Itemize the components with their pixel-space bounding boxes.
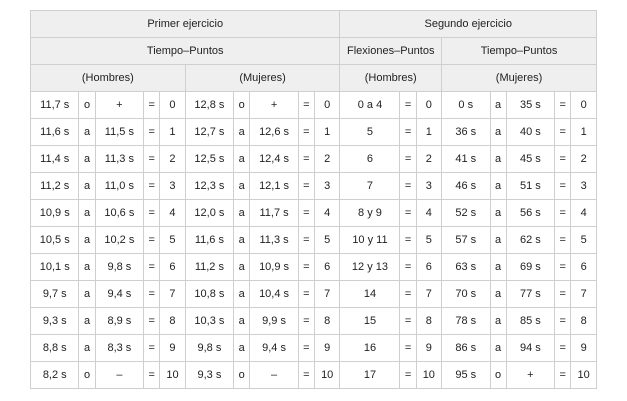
ej2-mujeres-value: 85 s — [506, 308, 554, 335]
ej1-mujeres-value: + — [250, 92, 298, 119]
ej1-mujeres-value: 10,8 s — [185, 281, 233, 308]
ej1-mujeres-points: 8 — [314, 308, 339, 335]
ej1-hombres-value: 10,9 s — [31, 200, 79, 227]
ej1-hombres-points: 7 — [160, 281, 185, 308]
ej2-mujeres-points: 1 — [571, 119, 597, 146]
ej1-hombres-equals: = — [144, 335, 160, 362]
header-mujeres-2: (Mujeres) — [442, 65, 597, 92]
ej1-mujeres-points: 9 — [314, 335, 339, 362]
ej1-hombres-points: 9 — [160, 335, 185, 362]
ej1-mujeres-points: 7 — [314, 281, 339, 308]
ej2-mujeres-points: 2 — [571, 146, 597, 173]
ej1-mujeres-equals: = — [298, 92, 314, 119]
ej1-hombres-points: 1 — [160, 119, 185, 146]
ej1-mujeres-operator: a — [234, 308, 250, 335]
ej1-hombres-operator: a — [79, 308, 95, 335]
ej2-hombres-points: 0 — [416, 92, 441, 119]
ej2-mujeres-points: 4 — [571, 200, 597, 227]
ej2-mujeres-points: 0 — [571, 92, 597, 119]
ej2-hombres-equals: = — [400, 362, 416, 389]
ej1-mujeres-points: 4 — [314, 200, 339, 227]
ej1-mujeres-equals: = — [298, 227, 314, 254]
ej2-mujeres-operator: a — [490, 119, 506, 146]
ej2-mujeres-value: 56 s — [506, 200, 554, 227]
table-body — [31, 92, 597, 389]
table-row — [31, 254, 597, 281]
ej2-hombres-value: 5 — [340, 119, 400, 146]
ej2-hombres-value: 15 — [340, 308, 400, 335]
ej2-mujeres-value: 78 s — [442, 308, 490, 335]
ej2-hombres-equals: = — [400, 92, 416, 119]
ej2-mujeres-operator: a — [490, 227, 506, 254]
ej1-hombres-points: 0 — [160, 92, 185, 119]
ej1-hombres-operator: o — [79, 362, 95, 389]
ej1-hombres-value: 8,3 s — [95, 335, 143, 362]
ej1-hombres-value: 10,1 s — [31, 254, 79, 281]
ej1-hombres-equals: = — [144, 227, 160, 254]
ej1-hombres-value: 11,4 s — [31, 146, 79, 173]
ej1-hombres-value: 8,2 s — [31, 362, 79, 389]
ej1-hombres-points: 2 — [160, 146, 185, 173]
ej2-mujeres-equals: = — [555, 92, 571, 119]
ej1-hombres-operator: a — [79, 281, 95, 308]
ej1-hombres-equals: = — [144, 200, 160, 227]
ej2-hombres-points: 9 — [416, 335, 441, 362]
ej1-mujeres-points: 3 — [314, 173, 339, 200]
ej2-mujeres-value: 41 s — [442, 146, 490, 173]
ej2-mujeres-value: 69 s — [506, 254, 554, 281]
ej1-hombres-value: 8,9 s — [95, 308, 143, 335]
ej1-hombres-points: 10 — [160, 362, 185, 389]
ej2-mujeres-operator: a — [490, 335, 506, 362]
ej2-hombres-value: 17 — [340, 362, 400, 389]
ej1-mujeres-equals: = — [298, 119, 314, 146]
ej1-mujeres-points: 5 — [314, 227, 339, 254]
ej1-hombres-operator: a — [79, 227, 95, 254]
ej1-mujeres-operator: o — [234, 362, 250, 389]
ej2-hombres-value: 0 a 4 — [340, 92, 400, 119]
ej2-mujeres-operator: o — [490, 362, 506, 389]
table-row — [31, 119, 597, 146]
ej2-mujeres-operator: a — [490, 254, 506, 281]
ej2-mujeres-operator: a — [490, 281, 506, 308]
ej2-hombres-value: 14 — [340, 281, 400, 308]
ej2-hombres-value: 8 y 9 — [340, 200, 400, 227]
ej2-hombres-value: 7 — [340, 173, 400, 200]
ej2-mujeres-points: 6 — [571, 254, 597, 281]
ej2-mujeres-value: 52 s — [442, 200, 490, 227]
ej2-mujeres-value: 40 s — [506, 119, 554, 146]
ej1-mujeres-value: 9,9 s — [250, 308, 298, 335]
table-row — [31, 362, 597, 389]
ej2-mujeres-points: 8 — [571, 308, 597, 335]
header-row-groups — [31, 11, 597, 38]
ej1-mujeres-value: 9,4 s — [250, 335, 298, 362]
ej1-hombres-equals: = — [144, 254, 160, 281]
ej2-mujeres-value: 63 s — [442, 254, 490, 281]
ej2-hombres-points: 7 — [416, 281, 441, 308]
ej1-hombres-points: 5 — [160, 227, 185, 254]
ej1-mujeres-value: 12,6 s — [250, 119, 298, 146]
ej2-hombres-equals: = — [400, 119, 416, 146]
ej1-mujeres-equals: = — [298, 200, 314, 227]
ej2-hombres-equals: = — [400, 200, 416, 227]
ej2-mujeres-equals: = — [555, 227, 571, 254]
ej2-mujeres-value: 95 s — [442, 362, 490, 389]
ej1-mujeres-value: 12,0 s — [185, 200, 233, 227]
ej2-mujeres-value: 46 s — [442, 173, 490, 200]
table-row — [31, 92, 597, 119]
table-row — [31, 146, 597, 173]
ej2-mujeres-value: 57 s — [442, 227, 490, 254]
ej2-mujeres-operator: a — [490, 173, 506, 200]
table-row — [31, 335, 597, 362]
ej2-mujeres-value: 36 s — [442, 119, 490, 146]
ej2-hombres-equals: = — [400, 227, 416, 254]
ej2-mujeres-value: 77 s — [506, 281, 554, 308]
ej2-mujeres-points: 5 — [571, 227, 597, 254]
ej2-mujeres-operator: a — [490, 308, 506, 335]
ej2-mujeres-equals: = — [555, 200, 571, 227]
ej1-mujeres-points: 10 — [314, 362, 339, 389]
ej1-hombres-value: 9,7 s — [31, 281, 79, 308]
scoring-table — [30, 10, 597, 389]
ej2-hombres-points: 2 — [416, 146, 441, 173]
table-row — [31, 173, 597, 200]
ej1-hombres-value: + — [95, 92, 143, 119]
header-row-gender — [31, 65, 597, 92]
ej2-mujeres-value: + — [506, 362, 554, 389]
ej1-mujeres-operator: a — [234, 119, 250, 146]
ej2-mujeres-points: 3 — [571, 173, 597, 200]
ej1-mujeres-value: 11,2 s — [185, 254, 233, 281]
ej1-mujeres-value: 12,5 s — [185, 146, 233, 173]
ej2-hombres-points: 8 — [416, 308, 441, 335]
ej1-mujeres-value: 9,8 s — [185, 335, 233, 362]
ej1-hombres-equals: = — [144, 146, 160, 173]
ej2-hombres-points: 5 — [416, 227, 441, 254]
ej1-hombres-value: 8,8 s — [31, 335, 79, 362]
ej2-mujeres-equals: = — [555, 281, 571, 308]
ej1-hombres-value: 11,0 s — [95, 173, 143, 200]
ej1-mujeres-points: 2 — [314, 146, 339, 173]
header-flexiones-puntos: Flexiones–Puntos — [340, 38, 442, 65]
ej2-mujeres-equals: = — [555, 308, 571, 335]
ej1-hombres-equals: = — [144, 281, 160, 308]
ej1-hombres-equals: = — [144, 308, 160, 335]
ej1-mujeres-equals: = — [298, 335, 314, 362]
ej1-hombres-value: – — [95, 362, 143, 389]
header-row-subgroups — [31, 38, 597, 65]
ej1-hombres-value: 11,5 s — [95, 119, 143, 146]
ej1-mujeres-equals: = — [298, 281, 314, 308]
ej2-mujeres-value: 45 s — [506, 146, 554, 173]
ej1-hombres-operator: a — [79, 254, 95, 281]
ej2-hombres-points: 3 — [416, 173, 441, 200]
ej1-mujeres-operator: a — [234, 200, 250, 227]
ej1-hombres-equals: = — [144, 362, 160, 389]
ej1-mujeres-value: 12,4 s — [250, 146, 298, 173]
ej1-mujeres-value: – — [250, 362, 298, 389]
ej2-mujeres-points: 9 — [571, 335, 597, 362]
ej1-mujeres-equals: = — [298, 146, 314, 173]
ej1-mujeres-operator: o — [234, 92, 250, 119]
table-row — [31, 227, 597, 254]
ej2-hombres-equals: = — [400, 335, 416, 362]
ej2-hombres-value: 16 — [340, 335, 400, 362]
ej1-hombres-value: 11,7 s — [31, 92, 79, 119]
ej1-mujeres-value: 12,8 s — [185, 92, 233, 119]
ej2-hombres-equals: = — [400, 146, 416, 173]
ej1-mujeres-operator: a — [234, 146, 250, 173]
ej1-hombres-value: 9,4 s — [95, 281, 143, 308]
ej2-hombres-equals: = — [400, 281, 416, 308]
table-row — [31, 308, 597, 335]
ej2-mujeres-operator: a — [490, 146, 506, 173]
ej2-mujeres-value: 62 s — [506, 227, 554, 254]
header-hombres-1: (Hombres) — [31, 65, 186, 92]
ej1-mujeres-value: 12,3 s — [185, 173, 233, 200]
ej2-hombres-value: 10 y 11 — [340, 227, 400, 254]
ej1-hombres-operator: a — [79, 173, 95, 200]
score-table-container — [30, 10, 597, 389]
ej1-mujeres-operator: a — [234, 173, 250, 200]
ej2-hombres-equals: = — [400, 254, 416, 281]
ej2-mujeres-value: 94 s — [506, 335, 554, 362]
ej1-hombres-operator: a — [79, 119, 95, 146]
ej2-mujeres-equals: = — [555, 173, 571, 200]
header-segundo-ejercicio: Segundo ejercicio — [340, 11, 597, 38]
ej2-mujeres-equals: = — [555, 146, 571, 173]
ej2-mujeres-points: 7 — [571, 281, 597, 308]
ej1-hombres-points: 6 — [160, 254, 185, 281]
ej2-mujeres-value: 70 s — [442, 281, 490, 308]
ej2-hombres-points: 1 — [416, 119, 441, 146]
ej2-mujeres-operator: a — [490, 200, 506, 227]
ej2-hombres-points: 4 — [416, 200, 441, 227]
ej1-mujeres-operator: a — [234, 254, 250, 281]
ej2-hombres-value: 12 y 13 — [340, 254, 400, 281]
ej1-mujeres-points: 6 — [314, 254, 339, 281]
ej2-hombres-points: 6 — [416, 254, 441, 281]
ej2-mujeres-value: 35 s — [506, 92, 554, 119]
ej2-mujeres-equals: = — [555, 119, 571, 146]
table-row — [31, 200, 597, 227]
ej1-hombres-operator: a — [79, 200, 95, 227]
ej1-mujeres-equals: = — [298, 308, 314, 335]
ej1-mujeres-value: 12,1 s — [250, 173, 298, 200]
ej1-hombres-value: 9,8 s — [95, 254, 143, 281]
header-primer-ejercicio: Primer ejercicio — [31, 11, 340, 38]
ej1-hombres-value: 10,2 s — [95, 227, 143, 254]
ej1-hombres-value: 9,3 s — [31, 308, 79, 335]
ej2-mujeres-value: 0 s — [442, 92, 490, 119]
ej2-hombres-value: 6 — [340, 146, 400, 173]
ej1-hombres-operator: a — [79, 335, 95, 362]
ej1-hombres-value: 11,6 s — [31, 119, 79, 146]
ej1-mujeres-operator: a — [234, 281, 250, 308]
ej2-hombres-points: 10 — [416, 362, 441, 389]
header-tiempo-puntos-1: Tiempo–Puntos — [31, 38, 340, 65]
ej1-hombres-value: 10,6 s — [95, 200, 143, 227]
ej1-mujeres-equals: = — [298, 362, 314, 389]
ej1-mujeres-value: 10,9 s — [250, 254, 298, 281]
ej1-hombres-value: 11,3 s — [95, 146, 143, 173]
ej1-hombres-operator: o — [79, 92, 95, 119]
header-hombres-2: (Hombres) — [340, 65, 442, 92]
ej2-mujeres-equals: = — [555, 362, 571, 389]
ej1-hombres-operator: a — [79, 146, 95, 173]
ej1-hombres-value: 10,5 s — [31, 227, 79, 254]
ej2-mujeres-value: 51 s — [506, 173, 554, 200]
ej2-hombres-equals: = — [400, 308, 416, 335]
ej1-hombres-equals: = — [144, 92, 160, 119]
ej2-mujeres-operator: a — [490, 92, 506, 119]
ej1-hombres-points: 4 — [160, 200, 185, 227]
ej1-mujeres-equals: = — [298, 173, 314, 200]
ej2-hombres-equals: = — [400, 173, 416, 200]
ej1-mujeres-value: 9,3 s — [185, 362, 233, 389]
ej1-mujeres-operator: a — [234, 335, 250, 362]
ej1-mujeres-points: 0 — [314, 92, 339, 119]
header-tiempo-puntos-2: Tiempo–Puntos — [442, 38, 597, 65]
ej2-mujeres-value: 86 s — [442, 335, 490, 362]
ej1-hombres-equals: = — [144, 119, 160, 146]
ej2-mujeres-equals: = — [555, 335, 571, 362]
ej1-mujeres-value: 10,3 s — [185, 308, 233, 335]
ej1-mujeres-value: 11,7 s — [250, 200, 298, 227]
ej1-hombres-value: 11,2 s — [31, 173, 79, 200]
ej1-hombres-points: 3 — [160, 173, 185, 200]
ej2-mujeres-points: 10 — [571, 362, 597, 389]
ej1-mujeres-value: 11,6 s — [185, 227, 233, 254]
table-row — [31, 281, 597, 308]
ej1-mujeres-value: 11,3 s — [250, 227, 298, 254]
ej2-mujeres-equals: = — [555, 254, 571, 281]
ej1-mujeres-value: 10,4 s — [250, 281, 298, 308]
header-mujeres-1: (Mujeres) — [185, 65, 340, 92]
ej1-mujeres-points: 1 — [314, 119, 339, 146]
ej1-mujeres-operator: a — [234, 227, 250, 254]
table-header — [31, 11, 597, 92]
ej1-mujeres-equals: = — [298, 254, 314, 281]
ej1-hombres-points: 8 — [160, 308, 185, 335]
ej1-mujeres-value: 12,7 s — [185, 119, 233, 146]
ej1-hombres-equals: = — [144, 173, 160, 200]
